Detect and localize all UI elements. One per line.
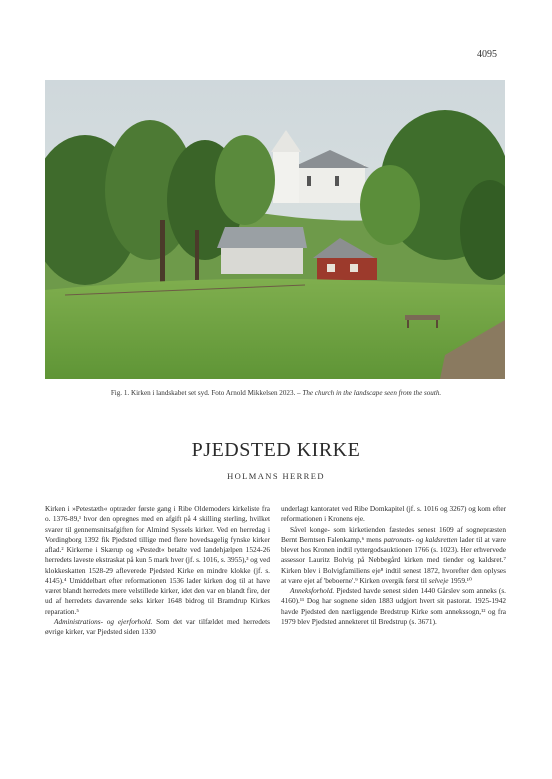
page-subtitle: HOLMANS HERRED [227,471,325,481]
figure-caption [45,389,507,398]
section-label: Anneksforhold. [290,586,335,595]
body-column-left [45,504,270,637]
paragraph: Kirken i »Petestæth« optræder første gang i Ribe Oldemoders kirkeliste fra o. 1376-89,¹ hvor den opregnes med en afgift på 4 skilling sterling, hvilket svarer til gennemsnitsafgiften for Almind Syssels kirker. Ved en herredag i Vordingborg 1392 fik Pjedsted tillige med flere hovedsagelig fynske kirker aflad.² Kirkerne i Skærup og »Pestedt« betalte ved landehjælpen 1524-26 herredets laveste ekstraskat på kun 5 mark hver (jf. s. 1016, s. 3955),³ og ved klokkeskatten 1528-29 afleverede Pjedsted Kirke en mindre klokke (jf. s. 4145).⁴ Umiddelbart efter reformationen 1536 lader kirken dog til at have været blandt herredets mere velstillede kirker, idet den var en blandt fire, der ud af herredets daværende seks kirker 1648 bidrog til Bramdrup Kirkes reparation.⁵ [45,504,270,616]
paragraph: Såvel konge- som kirketienden fæstedes senest 1609 af sognepræsten Bernt Berntsen Falenkamp,⁶ mens patronats- og kaldsretten lader til at være blevet hos Kronen indtil ryttergodsauktionen 1766 (s. 1023). Her erhvervede assessor Lauritz Bolvig på Nebbegård kirken med tiender og kaldsret.⁷ Kirken blev i Bolvigfamiliens eje⁸ indtil senest 1872, hvorefter den oplyses at være ejet af 'beboerne'.⁹ Kirken overgik først til selveje 1959.¹⁰ [281,524,507,585]
section-label: Administrations- og ejerforhold. [54,616,153,626]
figure-photo [45,80,505,379]
landscape-photo [45,80,505,379]
caption-english: The church in the landscape seen from the south. [302,389,442,397]
paragraph: Anneksforhold. Pjedsted havde senest siden 1440 Gårslev som anneks (s. 4160).¹¹ Dog har sognene siden 1883 udgjort hvert sit pastorat. 1925-1942 havde Pjedsted den nærliggende Bredstrup Kirke som annekssogn,¹² og fra 1979 blev Pjedsted annekteret til Bredstrup (s. 3671). [281,586,506,626]
paragraph: Administrations- og ejerforhold. Som det var tilfældet med herredets øvrige kirker, var Pjedsted siden 1330 [45,616,271,636]
body-column-right [281,504,506,627]
page-title: PJEDSTED KIRKE [191,439,361,461]
paragraph: underlagt kantoratet ved Ribe Domkapitel (jf. s. 1016 og 3267) og kom efter reformationen i Kronens eje. [281,504,506,524]
white-house [217,227,307,274]
caption-danish: Fig. 1. Kirken i landskabet set syd. Foto Arnold Mikkelsen 2023. – [110,389,303,397]
page-number: 4095 [477,49,497,60]
